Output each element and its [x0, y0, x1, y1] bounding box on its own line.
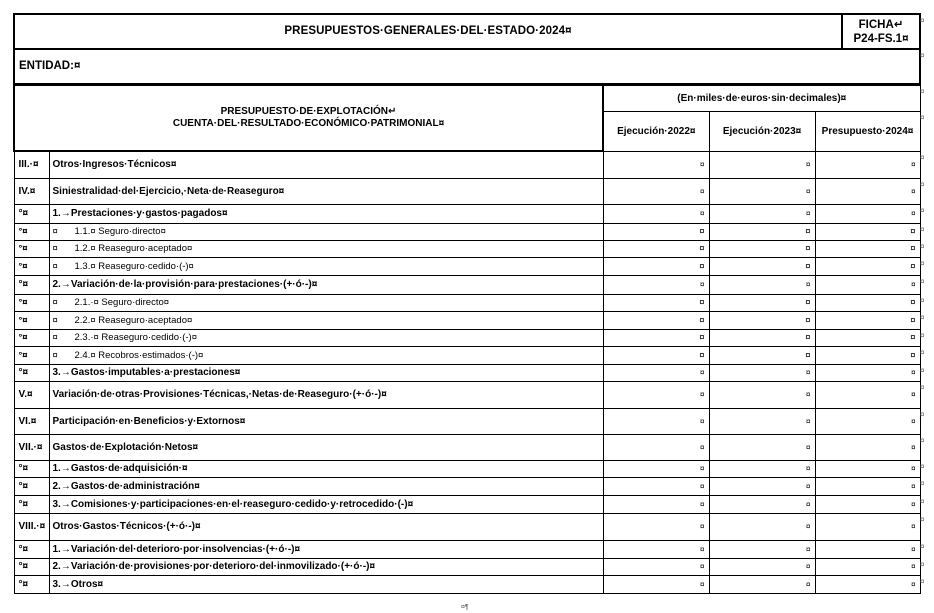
indent-mark: ¤ [52, 297, 58, 308]
value-2023: ¤ [709, 151, 815, 178]
column-header-2023: Ejecución·2023¤ [709, 111, 815, 151]
row-label [49, 294, 603, 311]
row-code: °¤ [14, 257, 49, 275]
statement-heading [14, 85, 603, 151]
table-row [14, 460, 920, 477]
value-2024: ¤ [815, 240, 920, 257]
column-header-2022: Ejecución·2022¤ [603, 111, 709, 151]
indent-mark: ¤ [52, 314, 58, 326]
row-label: Gastos·de·Explotación·Netos¤ [49, 434, 603, 460]
row-code: °¤ [14, 495, 49, 513]
value-2024: ¤ [815, 275, 920, 294]
row-label: Siniestralidad·del·Ejercicio,·Neta·de·Reaseguro¤ [49, 178, 603, 204]
row-label-text: 2.2.¤ Reaseguro·aceptado¤ [74, 314, 193, 326]
value-2022: ¤ [603, 408, 709, 434]
value-2022: ¤ [603, 364, 709, 381]
value-2024: ¤ [815, 294, 920, 311]
row-code: °¤ [14, 477, 49, 495]
value-2023: ¤ [709, 558, 815, 575]
value-2022: ¤ [603, 381, 709, 408]
end-of-row-mark: ¤ [920, 113, 925, 122]
table-row [14, 575, 920, 593]
value-2023: ¤ [709, 311, 815, 329]
end-of-row-mark: ¤ [920, 462, 925, 471]
value-2022: ¤ [603, 223, 709, 240]
row-label-text: 1.3.¤ Reaseguro·cedido·(-)¤ [74, 260, 194, 272]
document-title: PRESUPUESTOS·GENERALES·DEL·ESTADO·2024¤ [14, 14, 842, 49]
value-2022: ¤ [603, 540, 709, 558]
value-2023: ¤ [709, 240, 815, 257]
row-code: °¤ [14, 223, 49, 240]
row-code: °¤ [14, 240, 49, 257]
row-label-text: 2.4.¤ Recobros·estimados·(-)¤ [74, 349, 204, 361]
value-2022: ¤ [603, 513, 709, 540]
row-label: 2.→Variación·de·provisiones·por·deterioro·del·inmovilizado·(+·ó·-)¤ [49, 558, 603, 575]
end-of-row-mark: ¤ [920, 383, 925, 392]
end-of-row-mark: ¤ [920, 206, 925, 215]
end-of-row-mark: ¤ [920, 577, 925, 586]
value-2024: ¤ [815, 575, 920, 593]
value-2022: ¤ [603, 495, 709, 513]
row-label: Otros·Ingresos·Técnicos¤ [49, 151, 603, 178]
statement-subtitle: CUENTA·DEL·RESULTADO·ECONÓMICO·PATRIMONIAL¤ [172, 118, 445, 129]
row-label: 1.→Prestaciones·y·gastos·pagados¤ [49, 204, 603, 223]
table-row [14, 294, 920, 311]
value-2023: ¤ [709, 434, 815, 460]
value-2024: ¤ [815, 151, 920, 178]
row-label [49, 329, 603, 346]
value-2024: ¤ [815, 311, 920, 329]
row-label: 3.→Gastos·imputables·a·prestaciones¤ [49, 364, 603, 381]
row-label-text: 2.1.·¤ Seguro·directo¤ [74, 297, 170, 308]
value-2022: ¤ [603, 329, 709, 346]
row-label-text: 1.1.¤ Seguro·directo¤ [74, 226, 166, 237]
end-of-row-mark: ¤ [920, 51, 925, 60]
row-code: °¤ [14, 558, 49, 575]
value-2023: ¤ [709, 540, 815, 558]
table-row [14, 495, 920, 513]
end-of-row-mark: ¤ [920, 225, 925, 234]
value-2023: ¤ [709, 408, 815, 434]
table-row [14, 513, 920, 540]
row-code: °¤ [14, 329, 49, 346]
table-row [14, 408, 920, 434]
value-2022: ¤ [603, 257, 709, 275]
ficha-code [842, 14, 920, 49]
value-2024: ¤ [815, 434, 920, 460]
row-code: °¤ [14, 275, 49, 294]
row-label: 2.→Gastos·de·administración¤ [49, 477, 603, 495]
row-code: VI.¤ [14, 408, 49, 434]
value-2024: ¤ [815, 495, 920, 513]
row-code: °¤ [14, 346, 49, 364]
title-table [13, 13, 921, 85]
row-code: III.·¤ [14, 151, 49, 178]
row-label: 1.→Gastos·de·adquisición·¤ [49, 460, 603, 477]
table-row [14, 151, 920, 178]
row-label [49, 346, 603, 364]
indent-mark: ¤ [52, 349, 58, 361]
row-code: V.¤ [14, 381, 49, 408]
value-2023: ¤ [709, 575, 815, 593]
page-end-mark: ¤¶ [461, 604, 469, 611]
row-label: Participación·en·Beneficios·y·Extornos¤ [49, 408, 603, 434]
row-label: 3.→Comisiones·y·participaciones·en·el·reaseguro·cedido·y·retrocedido·(-)¤ [49, 495, 603, 513]
row-code: IV.¤ [14, 178, 49, 204]
table-row [14, 540, 920, 558]
row-code: VII.·¤ [14, 434, 49, 460]
table-row [14, 257, 920, 275]
table-row [14, 178, 920, 204]
end-of-row-mark: ¤ [920, 153, 925, 162]
table-row [14, 204, 920, 223]
value-2022: ¤ [603, 240, 709, 257]
value-2022: ¤ [603, 575, 709, 593]
table-row [14, 477, 920, 495]
value-2023: ¤ [709, 275, 815, 294]
row-code: VIII.·¤ [14, 513, 49, 540]
value-2023: ¤ [709, 381, 815, 408]
table-row [14, 223, 920, 240]
end-of-row-mark: ¤ [920, 87, 925, 96]
value-2022: ¤ [603, 275, 709, 294]
row-code: °¤ [14, 575, 49, 593]
row-label [49, 240, 603, 257]
indent-mark: ¤ [52, 226, 58, 237]
end-of-row-mark: ¤ [920, 348, 925, 357]
table-row [14, 558, 920, 575]
table-row [14, 240, 920, 257]
row-code: °¤ [14, 311, 49, 329]
end-of-row-mark: ¤ [920, 366, 925, 375]
indent-mark: ¤ [52, 332, 58, 343]
value-2023: ¤ [709, 346, 815, 364]
value-2023: ¤ [709, 223, 815, 240]
value-2023: ¤ [709, 204, 815, 223]
value-2023: ¤ [709, 294, 815, 311]
value-2022: ¤ [603, 204, 709, 223]
value-2022: ¤ [603, 178, 709, 204]
row-code: °¤ [14, 204, 49, 223]
table-row [14, 346, 920, 364]
value-2023: ¤ [709, 495, 815, 513]
row-code: °¤ [14, 460, 49, 477]
entity-field: ENTIDAD:¤ [14, 49, 920, 84]
value-2022: ¤ [603, 434, 709, 460]
table-row [14, 434, 920, 460]
value-2023: ¤ [709, 477, 815, 495]
value-2022: ¤ [603, 477, 709, 495]
value-2023: ¤ [709, 513, 815, 540]
row-code: °¤ [14, 540, 49, 558]
value-2024: ¤ [815, 513, 920, 540]
value-2024: ¤ [815, 408, 920, 434]
end-of-row-mark: ¤ [920, 313, 925, 322]
table-row [14, 329, 920, 346]
indent-mark: ¤ [52, 260, 58, 272]
value-2024: ¤ [815, 540, 920, 558]
row-label: Otros·Gastos·Técnicos·(+·ó·-)¤ [49, 513, 603, 540]
account-table [13, 84, 921, 594]
account-rows [14, 151, 920, 593]
ficha-label: FICHA↵ [858, 18, 904, 31]
value-2022: ¤ [603, 346, 709, 364]
row-label-text: 2.3.·¤ Reaseguro·cedido·(-)¤ [74, 332, 198, 343]
value-2024: ¤ [815, 257, 920, 275]
value-2024: ¤ [815, 223, 920, 240]
end-of-row-mark: ¤ [920, 277, 925, 286]
end-of-row-mark: ¤ [920, 242, 925, 251]
end-of-row-mark: ¤ [920, 515, 925, 524]
table-row [14, 311, 920, 329]
end-of-row-mark: ¤ [920, 16, 925, 25]
column-header-2024: Presupuesto·2024¤ [815, 111, 920, 151]
value-2023: ¤ [709, 364, 815, 381]
value-2024: ¤ [815, 477, 920, 495]
value-2023: ¤ [709, 460, 815, 477]
value-2024: ¤ [815, 346, 920, 364]
row-label: 2.→Variación·de·la·provisión·para·prestaciones·(+·ó·-)¤ [49, 275, 603, 294]
end-of-row-mark: ¤ [920, 560, 925, 569]
value-2024: ¤ [815, 364, 920, 381]
end-of-row-mark: ¤ [920, 436, 925, 445]
row-label: 3.→Otros¤ [49, 575, 603, 593]
value-2023: ¤ [709, 257, 815, 275]
value-2023: ¤ [709, 178, 815, 204]
value-2024: ¤ [815, 558, 920, 575]
row-label [49, 223, 603, 240]
budget-sheet [13, 13, 919, 594]
row-label-text: 1.2.¤ Reaseguro·aceptado¤ [74, 243, 193, 254]
end-of-row-mark: ¤ [920, 331, 925, 340]
row-label: 1.→Variación·del·deterioro·por·insolvencias·(+·ó·-)¤ [49, 540, 603, 558]
value-2022: ¤ [603, 151, 709, 178]
statement-title: PRESUPUESTO·DE·EXPLOTACIÓN↵ [220, 106, 397, 117]
table-row [14, 381, 920, 408]
end-of-row-mark: ¤ [920, 410, 925, 419]
indent-mark: ¤ [52, 243, 58, 254]
table-row [14, 364, 920, 381]
end-of-row-mark: ¤ [920, 296, 925, 305]
end-of-row-mark: ¤ [920, 497, 925, 506]
value-2024: ¤ [815, 178, 920, 204]
end-of-row-mark: ¤ [920, 542, 925, 551]
row-label [49, 257, 603, 275]
value-2024: ¤ [815, 381, 920, 408]
end-of-row-mark: ¤ [920, 259, 925, 268]
value-2024: ¤ [815, 460, 920, 477]
value-2024: ¤ [815, 329, 920, 346]
value-2024: ¤ [815, 204, 920, 223]
end-of-row-mark: ¤ [920, 479, 925, 488]
ficha-number: P24-FS.1¤ [853, 32, 909, 45]
value-2022: ¤ [603, 311, 709, 329]
end-of-row-mark: ¤ [920, 180, 925, 189]
row-label [49, 311, 603, 329]
row-code: °¤ [14, 364, 49, 381]
row-label: Variación·de·otras·Provisiones·Técnicas,·Netas·de·Reaseguro·(+·ó·-)¤ [49, 381, 603, 408]
units-note: (En·miles·de·euros·sin·decimales)¤ [603, 85, 920, 111]
value-2023: ¤ [709, 329, 815, 346]
value-2022: ¤ [603, 294, 709, 311]
value-2022: ¤ [603, 460, 709, 477]
row-code: °¤ [14, 294, 49, 311]
table-row [14, 275, 920, 294]
value-2022: ¤ [603, 558, 709, 575]
